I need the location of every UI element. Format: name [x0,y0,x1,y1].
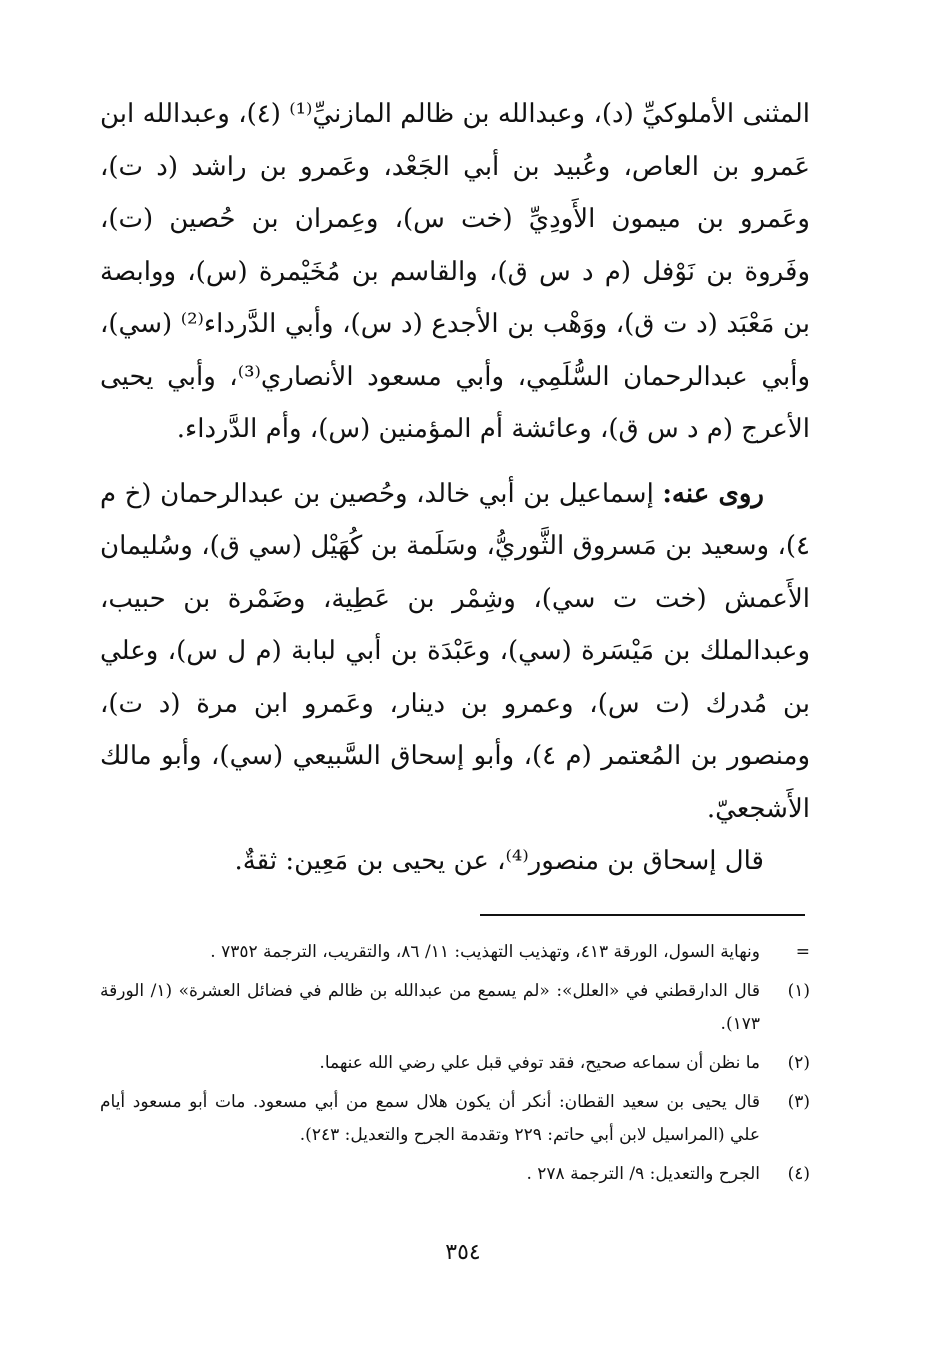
footnote-number: (١) [787,981,810,1001]
footnote [100,975,810,1041]
footnote [100,1086,810,1152]
narrators-paragraph: المثنى الأملوكيِّ (د)، وعبدالله بن ظالم المازنيِّ⁽¹⁾ (٤)، وعبدالله ابن عَمرو بن العاص، وعُبيد بن أبي الجَعْد، وعَمرو بن راشد (د ت)، وعَمرو بن ميمون الأَودِيِّ (خت س)، وعِمران بن حُصين (ت)، وفَروة بن نَوْفل (م د س ق)، والقاسم بن مُخَيْمرة (س)، ووابصة بن مَعْبَد (د ت ق)، ووَهْب بن الأجدع (د س)، وأبي الدَّرداء⁽²⁾ (سي)، وأبي عبدالرحمان السُّلَمِي، وأبي مسعود الأنصاري⁽³⁾، وأبي يحيى الأعرج (م د س ق)، وعائشة أم المؤمنين (س)، وأم الدَّرداء. [100,99,811,444]
footnotes [100,936,810,1197]
main-text [100,88,810,888]
transmitters-paragraph [100,468,810,836]
transmitters-heading: روى عنه: [662,478,764,509]
footnote-number: = [795,942,810,962]
transmitters-list: إسماعيل بن أبي خالد، وحُصين بن عبدالرحمان (خ م ٤)، وسعيد بن مَسروق الثَّوريُّ، وسَلَمة بن كُهَيْل (سي ق)، وسُليمان الأَعمش (خت ت سي)، وشِمْر بن عَطِية، وضَمْرة بن حبيب، وعبدالملك بن مَيْسَرة (سي)، وعَبْدَة بن أبي لبابة (م ل س)، وعلي بن مُدرك (ت س)، وعمرو بن دينار، وعَمرو ابن مرة (د ت)، ومنصور بن المُعتمر (م ٤)، وأبو إسحاق السَّبيعي (سي)، وأبو مالك الأَشجعيّ. [100,478,810,824]
footnote [100,936,810,969]
footnote-text: قال الدارقطني في «العلل»: «لم يسمع من عبدالله بن ظالم في فضائل العشرة» (١/ الورقة ١٧٣). [100,981,760,1034]
footnote-separator [480,914,805,916]
page-number: ٣٥٤ [445,1240,481,1265]
footnote-text: الجرح والتعديل: ٩/ الترجمة ٢٧٨ . [526,1164,760,1184]
footnote [100,1047,810,1080]
assessment-paragraph: قال إسحاق بن منصور⁽⁴⁾، عن يحيى بن مَعِين: ثقةٌ. [234,846,764,876]
footnote-text: ما نظن أن سماعه صحيح، فقد توفي قبل علي رضي الله عنهما. [319,1053,760,1073]
footnote-number: (٢) [787,1053,810,1073]
footnote-number: (٤) [787,1164,810,1184]
footnote [100,1158,810,1191]
footnote-text: قال يحيى بن سعيد القطان: أنكر أن يكون هلال سمع من أبي مسعود. مات أبو مسعود أيام علي (المراسيل لابن أبي حاتم: ٢٢٩ وتقدمة الجرح والتعديل: ٢٤٣). [100,1092,760,1145]
footnote-number: (٣) [787,1092,810,1112]
footnote-text: ونهاية السول، الورقة ٤١٣، وتهذيب التهذيب: ١١/ ٨٦، والتقريب، الترجمة ٧٣٥٢ . [210,942,760,962]
